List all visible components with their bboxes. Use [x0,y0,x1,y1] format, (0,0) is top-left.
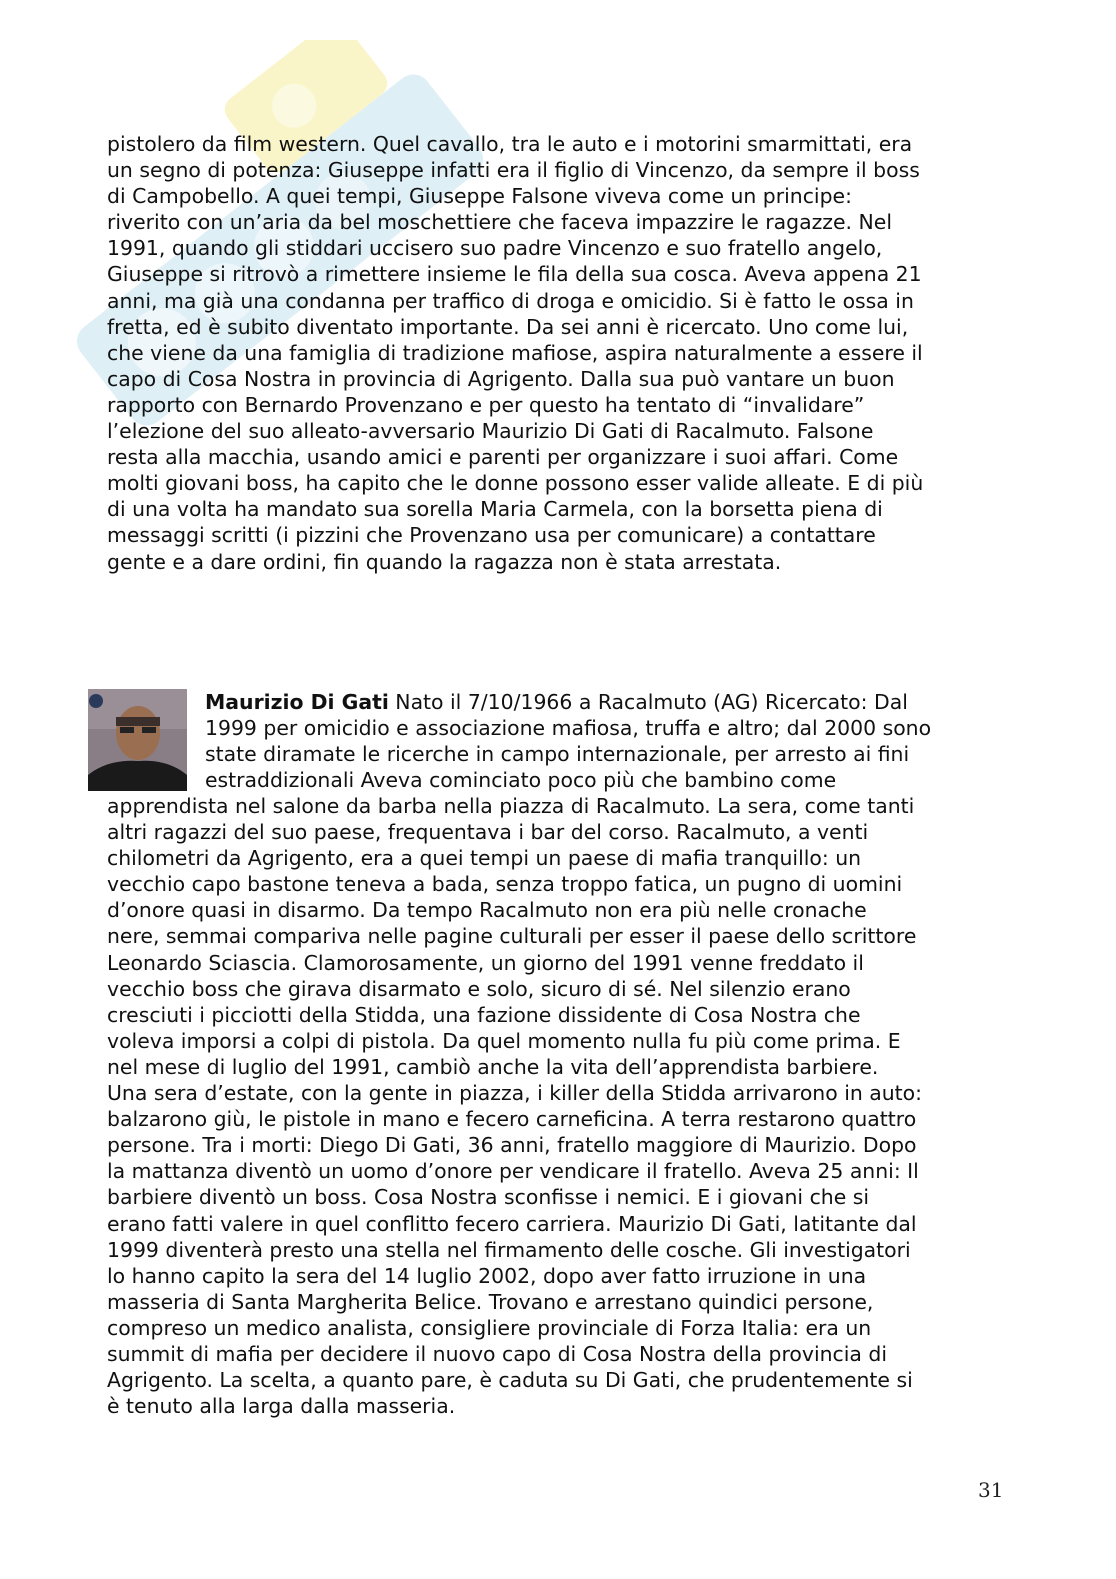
page-number: 31 [978,1478,1004,1502]
person-name: Maurizio Di Gati [205,690,389,714]
paragraph-digati-body: apprendista nel salone da barba nella piazza di Racalmuto. La sera, come tanti altri ragazzi del suo paese, frequentava i bar del corso. Racalmuto, a venti chilometri da Agrigento, era a quei tempi un paese di mafia tranquillo: un vecchio capo bastone teneva a bada, senza troppo fatica, un pugno di uomini d’onore quasi in disarmo. Da tempo Racalmuto non era più nelle cronache nere, semmai compariva nelle pagine culturali per esser il paese dello scrittore Leonardo Sciascia. Clamorosamente, un giorno del 1991 venne freddato il vecchio boss che girava disarmato e solo, sicuro di sé. Nel silenzio erano cresciuti i picciotti della Stidda, una fazione dissidente di Cosa Nostra che voleva imporsi a colpi di pistola. Da quel momento nulla fu più come prima. E nel mese di luglio del 1991, cambiò anche la vita dell’apprendista barbiere. Una sera d’estate, con la gente in piazza, i killer della Stidda arrivarono in auto: balzarono giù, le pistole in mano e fecero carneficina. A terra restarono quattro persone. Tra i morti: Diego Di Gati, 36 anni, fratello maggiore di Maurizio. Dopo la mattanza diventò un uomo d’onore per vendicare il fratello. Aveva 25 anni: Il barbiere diventò un boss. Cosa Nostra sconfisse i nemici. E i giovani che si erano fatti valere in quel conflitto fecero carriera. Maurizio Di Gati, latitante dal 1999 diventerà presto una stella nel firmamento delle cosche. Gli investigatori lo hanno capito la sera del 14 luglio 2002, dopo aver fatto irruzione in una masseria di Santa Margherita Belice. Trovano e arrestano quindici persone, compreso un medico analista, consigliere provinciale di Forza Italia: era un summit di mafia per decidere il nuovo capo di Cosa Nostra della provincia di Agrigento. La scelta, a quanto pare, è caduta su Di Gati, che prudentemente si è tenuto alla larga dalla masseria. [107,794,923,1419]
portrait-photo [88,689,187,791]
paragraph-falsone: pistolero da film western. Quel cavallo, tra le auto e i motorini smarmittati, era un segno di potenza: Giuseppe infatti era il figlio di Vincenzo, da sempre il boss di Campobello. A quei tempi, Giuseppe Falsone viveva come un principe: riverito con un’aria da bel moschettiere che faceva impazzire le ragazze. Nel 1991, quando gli stiddari uccisero suo padre Vincenzo e suo fratello angelo, Giuseppe si ritrovò a rimettere insieme le fila della sua cosca. Aveva appena 21 anni, ma già una condanna per traffico di droga e omicidio. Si è fatto le ossa in fretta, ed è subito diventato importante. Da sei anni è ricercato. Uno come lui, che viene da una famiglia di tradizione mafiose, aspira naturalmente a essere il capo di Cosa Nostra in provincia di Agrigento. Dalla sua può vantare un buon rapporto con Bernardo Provenzano e per questo ha tentato di “invalidare” l’elezione del suo alleato-avversario Maurizio Di Gati di Racalmuto. Falsone resta alla macchia, usando amici e parenti per organizzare i suoi affari. Come molti giovani boss, ha capito che le donne possono esser valide alleate. E di più di una volta ha mandato sua sorella Maria Carmela, con la borsetta piena di messaggi scritti (i pizzini che Provenzano usa per comunicare) a contattare gente e a dare ordini, fin quando la ragazza non è stata arrestata. [107,132,924,574]
paragraph-digati-intro [205,689,1015,793]
paragraph-digati-intro-text: Nato il 7/10/1966 a Racalmuto (AG) Ricercato: Dal 1999 per omicidio e associazione mafiosa, truffa e altro; dal 2000 sono state diramate le ricerche in campo internazionale, per arresto ai fini estraddizionali Aveva cominciato poco più che bambino come [205,690,932,793]
